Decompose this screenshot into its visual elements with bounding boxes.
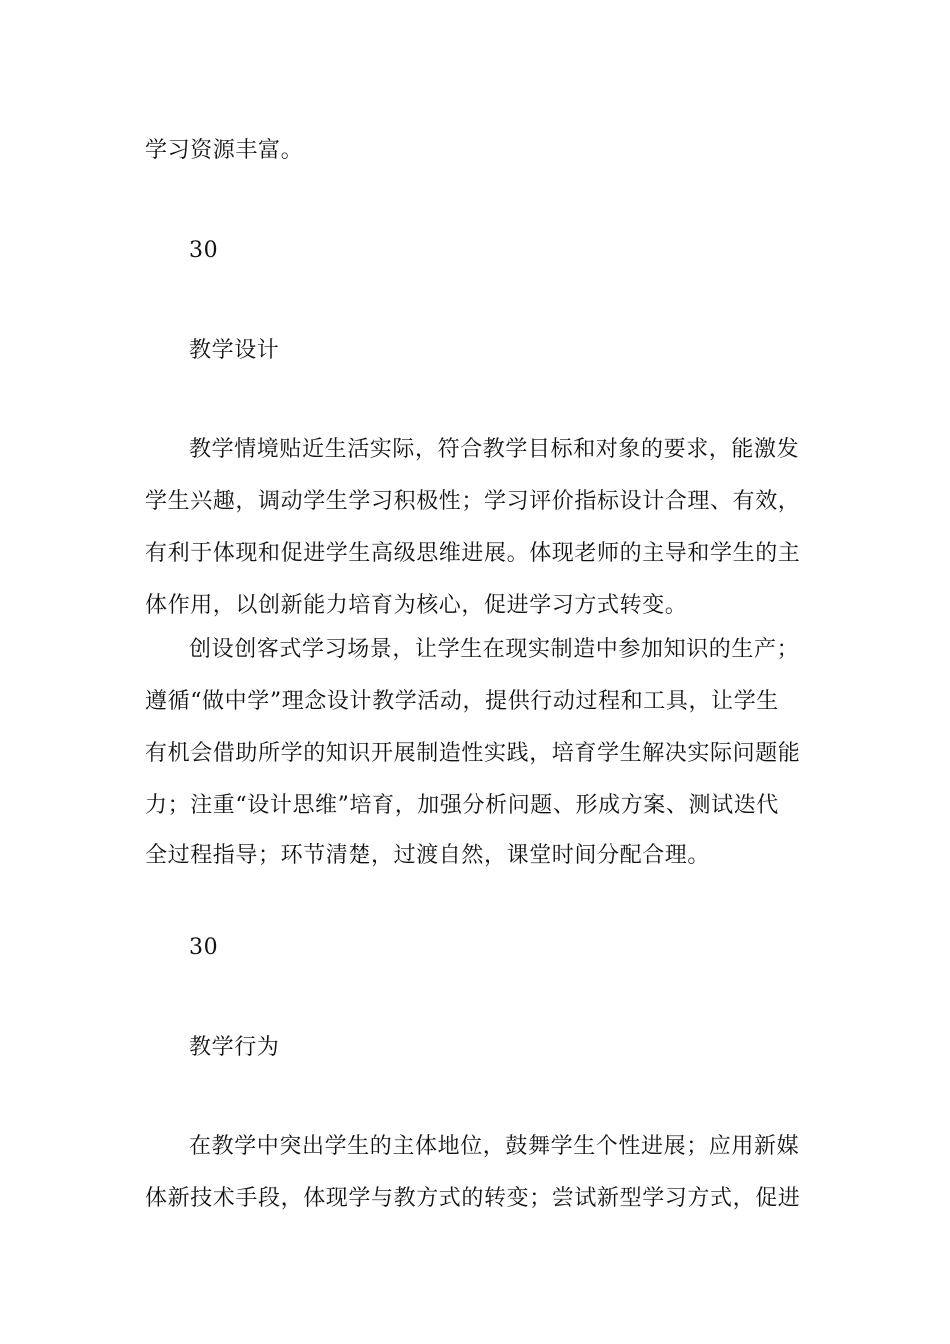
text-line-continuation: 学习资源丰富。	[145, 138, 304, 163]
score-value: 30	[189, 935, 219, 960]
section-heading-teaching-behavior: 教学行为	[189, 1035, 280, 1060]
paragraph-line: 体新技术手段，体现学与教方式的转变；尝试新型学习方式，促进	[145, 1186, 801, 1211]
paragraph-line: 创设创客式学习场景，让学生在现实制造中参加知识的生产；	[189, 637, 800, 662]
paragraph-line: 有利于体现和促进学生高级思维进展。体现老师的主导和学生的主	[145, 541, 801, 566]
paragraph-line: 教学情境贴近生活实际，符合教学目标和对象的要求，能激发	[189, 437, 800, 462]
paragraph-line: 在教学中突出学生的主体地位，鼓舞学生个性进展；应用新媒	[189, 1134, 800, 1159]
paragraph-line: 体作用，以创新能力培育为核心，促进学习方式转变。	[145, 593, 688, 618]
paragraph-line: 遵循“做中学”理念设计教学活动，提供行动过程和工具，让学生	[145, 689, 779, 714]
score-value: 30	[189, 238, 219, 263]
paragraph-line: 学生兴趣，调动学生学习积极性；学习评价指标设计合理、有效，	[145, 489, 801, 514]
section-heading-teaching-design: 教学设计	[189, 338, 280, 363]
paragraph-line: 有机会借助所学的知识开展制造性实践，培育学生解决实际问题能	[145, 741, 801, 766]
paragraph-line: 力；注重“设计思维”培育，加强分析问题、形成方案、测试迭代	[145, 793, 779, 818]
paragraph-line: 全过程指导；环节清楚，过渡自然，课堂时间分配合理。	[145, 843, 711, 868]
